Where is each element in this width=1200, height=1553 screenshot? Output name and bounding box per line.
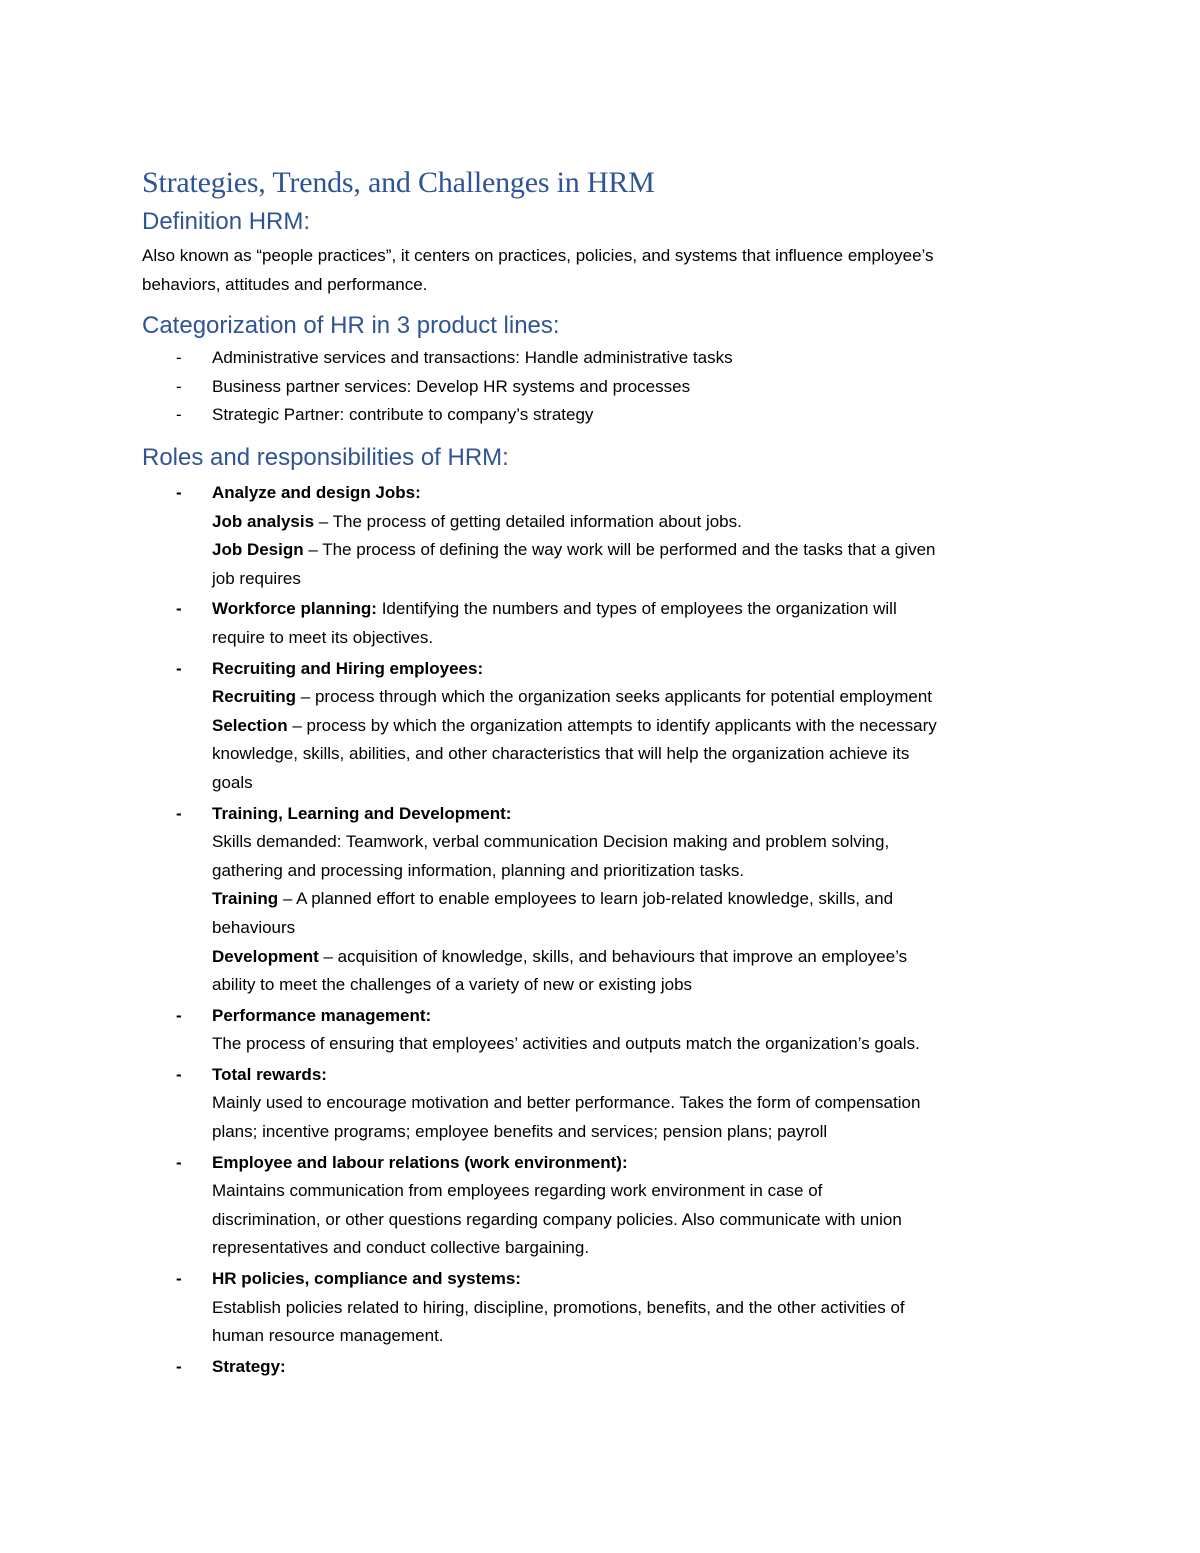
term-description: Skills demanded: Teamwork, verbal communication Decision making and problem solving,: [212, 832, 890, 852]
term-description: – process by which the organization attempts to identify applicants with the necessary: [287, 715, 937, 735]
role-item-inline-text: Identifying the numbers and types of employees the organization will: [376, 599, 897, 619]
role-item-line: [212, 885, 1072, 914]
role-item-line: [212, 508, 1072, 537]
role-item-line: [212, 857, 1072, 886]
bullet-dash: -: [176, 803, 182, 823]
role-item-line: [212, 1206, 1072, 1235]
role-item-line: [212, 971, 1072, 1000]
role-item-line: [212, 740, 1072, 769]
role-item-heading: [212, 1002, 1072, 1031]
term-description: knowledge, skills, abilities, and other characteristics that will help the organization achieve its: [212, 744, 910, 764]
term-description: Maintains communication from employees regarding work environment in case of: [212, 1181, 823, 1201]
role-item: [142, 1265, 1072, 1351]
term-description: – acquisition of knowledge, skills, and behaviours that improve an employee’s: [318, 946, 908, 966]
term-description: Establish policies related to hiring, discipline, promotions, benefits, and the other activities of: [212, 1297, 905, 1317]
definition-line: Also known as “people practices”, it centers on practices, policies, and systems that influence employee’s: [142, 246, 934, 265]
document-title: Strategies, Trends, and Challenges in HRM: [142, 166, 655, 199]
bullet-dash: -: [176, 1064, 182, 1084]
bullet-dash: -: [176, 658, 182, 678]
role-item: [142, 1061, 1072, 1147]
role-item-line: [212, 536, 1072, 565]
role-item-line: [212, 1234, 1072, 1263]
term-description: representatives and conduct collective bargaining.: [212, 1238, 590, 1258]
role-item-heading: [212, 1265, 1072, 1294]
term-description: goals: [212, 772, 253, 792]
role-item-label: Training, Learning and Development:: [212, 803, 512, 823]
role-item-heading: [212, 1061, 1072, 1090]
definition-paragraph: [142, 242, 1072, 299]
term: Job Design: [212, 540, 304, 560]
term-description: gathering and processing information, planning and prioritization tasks.: [212, 860, 745, 880]
definition-heading: Definition HRM:: [142, 208, 311, 235]
role-item-heading: [212, 1149, 1072, 1178]
term-description: discrimination, or other questions regarding company policies. Also communicate with union: [212, 1209, 902, 1229]
role-item-line: [212, 624, 1072, 653]
role-item: [142, 595, 1072, 652]
role-item-label: Workforce planning:: [212, 599, 377, 619]
role-item-heading: [212, 479, 1072, 508]
term: Selection: [212, 715, 288, 735]
role-item: [142, 479, 1072, 593]
term-description: – The process of getting detailed information about jobs.: [314, 511, 742, 531]
term-description: require to meet its objectives.: [212, 627, 434, 647]
list-item-text: Business partner services: Develop HR systems and processes: [212, 376, 691, 396]
term: Training: [212, 889, 279, 909]
role-item-heading: [212, 595, 1072, 624]
term-description: – process through which the organization seeks applicants for potential employment: [296, 687, 933, 707]
role-item-line: [212, 769, 1072, 798]
term-description: human resource management.: [212, 1326, 444, 1346]
role-item: [142, 1353, 1072, 1382]
bullet-dash: -: [176, 599, 182, 619]
role-item-label: Performance management:: [212, 1005, 432, 1025]
role-item-label: Total rewards:: [212, 1064, 327, 1084]
role-item-heading: [212, 655, 1072, 684]
role-item-label: Recruiting and Hiring employees:: [212, 658, 484, 678]
categorization-list: [142, 344, 1072, 430]
role-item-line: [212, 712, 1072, 741]
bullet-dash: -: [176, 1269, 182, 1289]
list-item-text: Strategic Partner: contribute to company’s strategy: [212, 405, 594, 425]
role-item-label: Analyze and design Jobs:: [212, 483, 421, 502]
role-item-line: [212, 1089, 1072, 1118]
role-item-label: Employee and labour relations (work environment):: [212, 1152, 628, 1172]
role-item: [142, 655, 1072, 798]
bullet-dash: -: [176, 376, 182, 396]
list-item: [142, 344, 1072, 373]
bullet-dash: -: [176, 1152, 182, 1172]
bullet-dash: -: [176, 405, 182, 425]
bullet-dash: -: [176, 348, 182, 367]
role-item-label: HR policies, compliance and systems:: [212, 1269, 521, 1289]
bullet-dash: -: [176, 1005, 182, 1025]
bullet-dash: -: [176, 483, 182, 502]
roles-list: [142, 479, 1072, 1381]
list-item: [142, 373, 1072, 402]
role-item-line: [212, 943, 1072, 972]
role-item-line: [212, 683, 1072, 712]
term-description: Mainly used to encourage motivation and better performance. Takes the form of compensation: [212, 1093, 921, 1113]
term-description: – A planned effort to enable employees to learn job-related knowledge, skills, and: [278, 889, 894, 909]
list-item-text: Administrative services and transactions: Handle administrative tasks: [212, 348, 733, 367]
term-description: job requires: [212, 568, 301, 588]
term: Development: [212, 946, 319, 966]
term-description: The process of ensuring that employees’ activities and outputs match the organization’s goals.: [212, 1034, 920, 1054]
definition-line: behaviors, attitudes and performance.: [142, 274, 428, 294]
role-item: [142, 1149, 1072, 1263]
list-item: [142, 401, 1072, 430]
role-item-heading: [212, 1353, 1072, 1382]
term: Job analysis: [212, 511, 315, 531]
role-item-line: [212, 1294, 1072, 1323]
role-item-line: [212, 1177, 1072, 1206]
role-item-line: [212, 1118, 1072, 1147]
role-item-line: [212, 565, 1072, 594]
role-item: [142, 1002, 1072, 1059]
role-item: [142, 800, 1072, 1000]
term-description: plans; incentive programs; employee benefits and services; pension plans; payroll: [212, 1122, 828, 1142]
term-description: ability to meet the challenges of a variety of new or existing jobs: [212, 975, 693, 995]
categorization-heading: Categorization of HR in 3 product lines:: [142, 312, 560, 339]
role-item-heading: [212, 800, 1072, 829]
term-description: – The process of defining the way work will be performed and the tasks that a given: [303, 540, 936, 560]
bullet-dash: -: [176, 1356, 182, 1376]
term: Recruiting: [212, 687, 297, 707]
roles-heading: Roles and responsibilities of HRM:: [142, 444, 509, 471]
term-description: behaviours: [212, 917, 296, 937]
role-item-line: [212, 1322, 1072, 1351]
role-item-line: [212, 914, 1072, 943]
role-item-line: [212, 1030, 1072, 1059]
role-item-line: [212, 828, 1072, 857]
role-item-label: Strategy:: [212, 1356, 286, 1376]
